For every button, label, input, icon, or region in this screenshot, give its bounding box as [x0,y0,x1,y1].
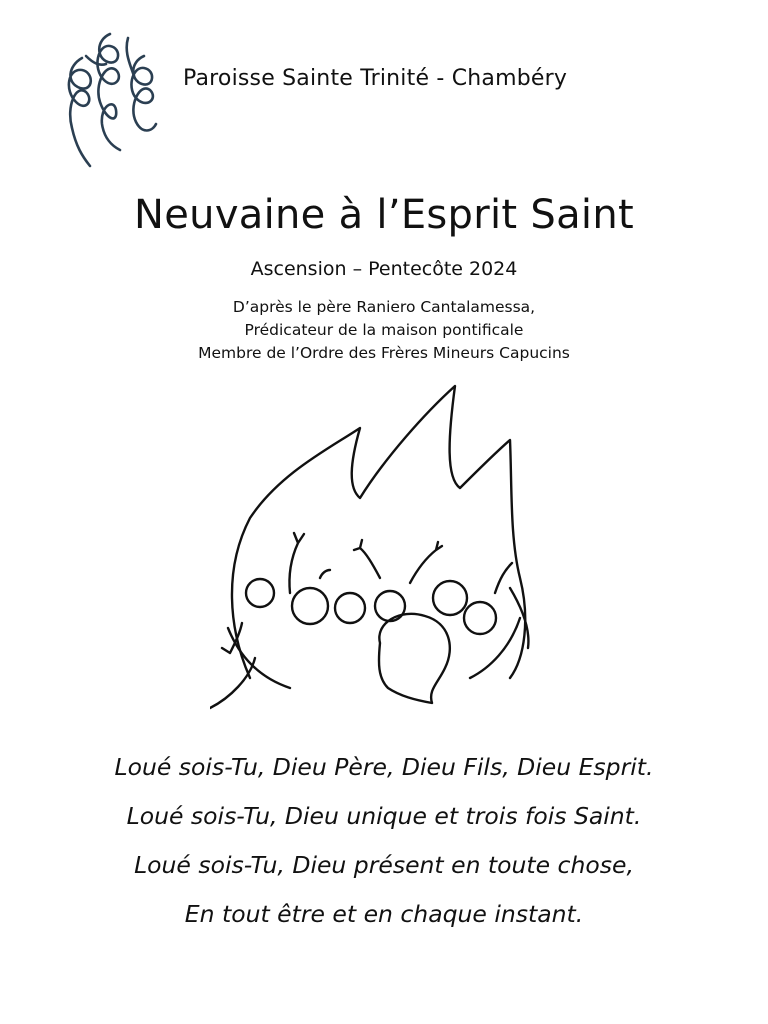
page-title: Neuvaine à l’Esprit Saint [134,192,634,238]
credit-line: Prédicateur de la maison pontificale [244,321,524,339]
pentecost-flame-crowd-icon [210,378,560,723]
trinity-knot-logo-icon [60,28,170,173]
prayer-line: Loué sois-Tu, Dieu présent en toute chose, [134,851,634,879]
prayer [0,743,768,939]
prayer-line: Loué sois-Tu, Dieu unique et trois fois Saint. [126,802,642,830]
prayer-line: Loué sois-Tu, Dieu Père, Dieu Fils, Dieu Esprit. [114,753,654,781]
credits [0,296,768,365]
credit-line: Membre de l’Ordre des Frères Mineurs Capucins [198,344,570,362]
subtitle: Ascension – Pentecôte 2024 [250,258,518,280]
prayer-line: En tout être et en chaque instant. [184,900,584,928]
parish-name: Paroisse Sainte Trinité - Chambéry [183,66,568,91]
credit-line: D’après le père Raniero Cantalamessa, [232,298,536,316]
